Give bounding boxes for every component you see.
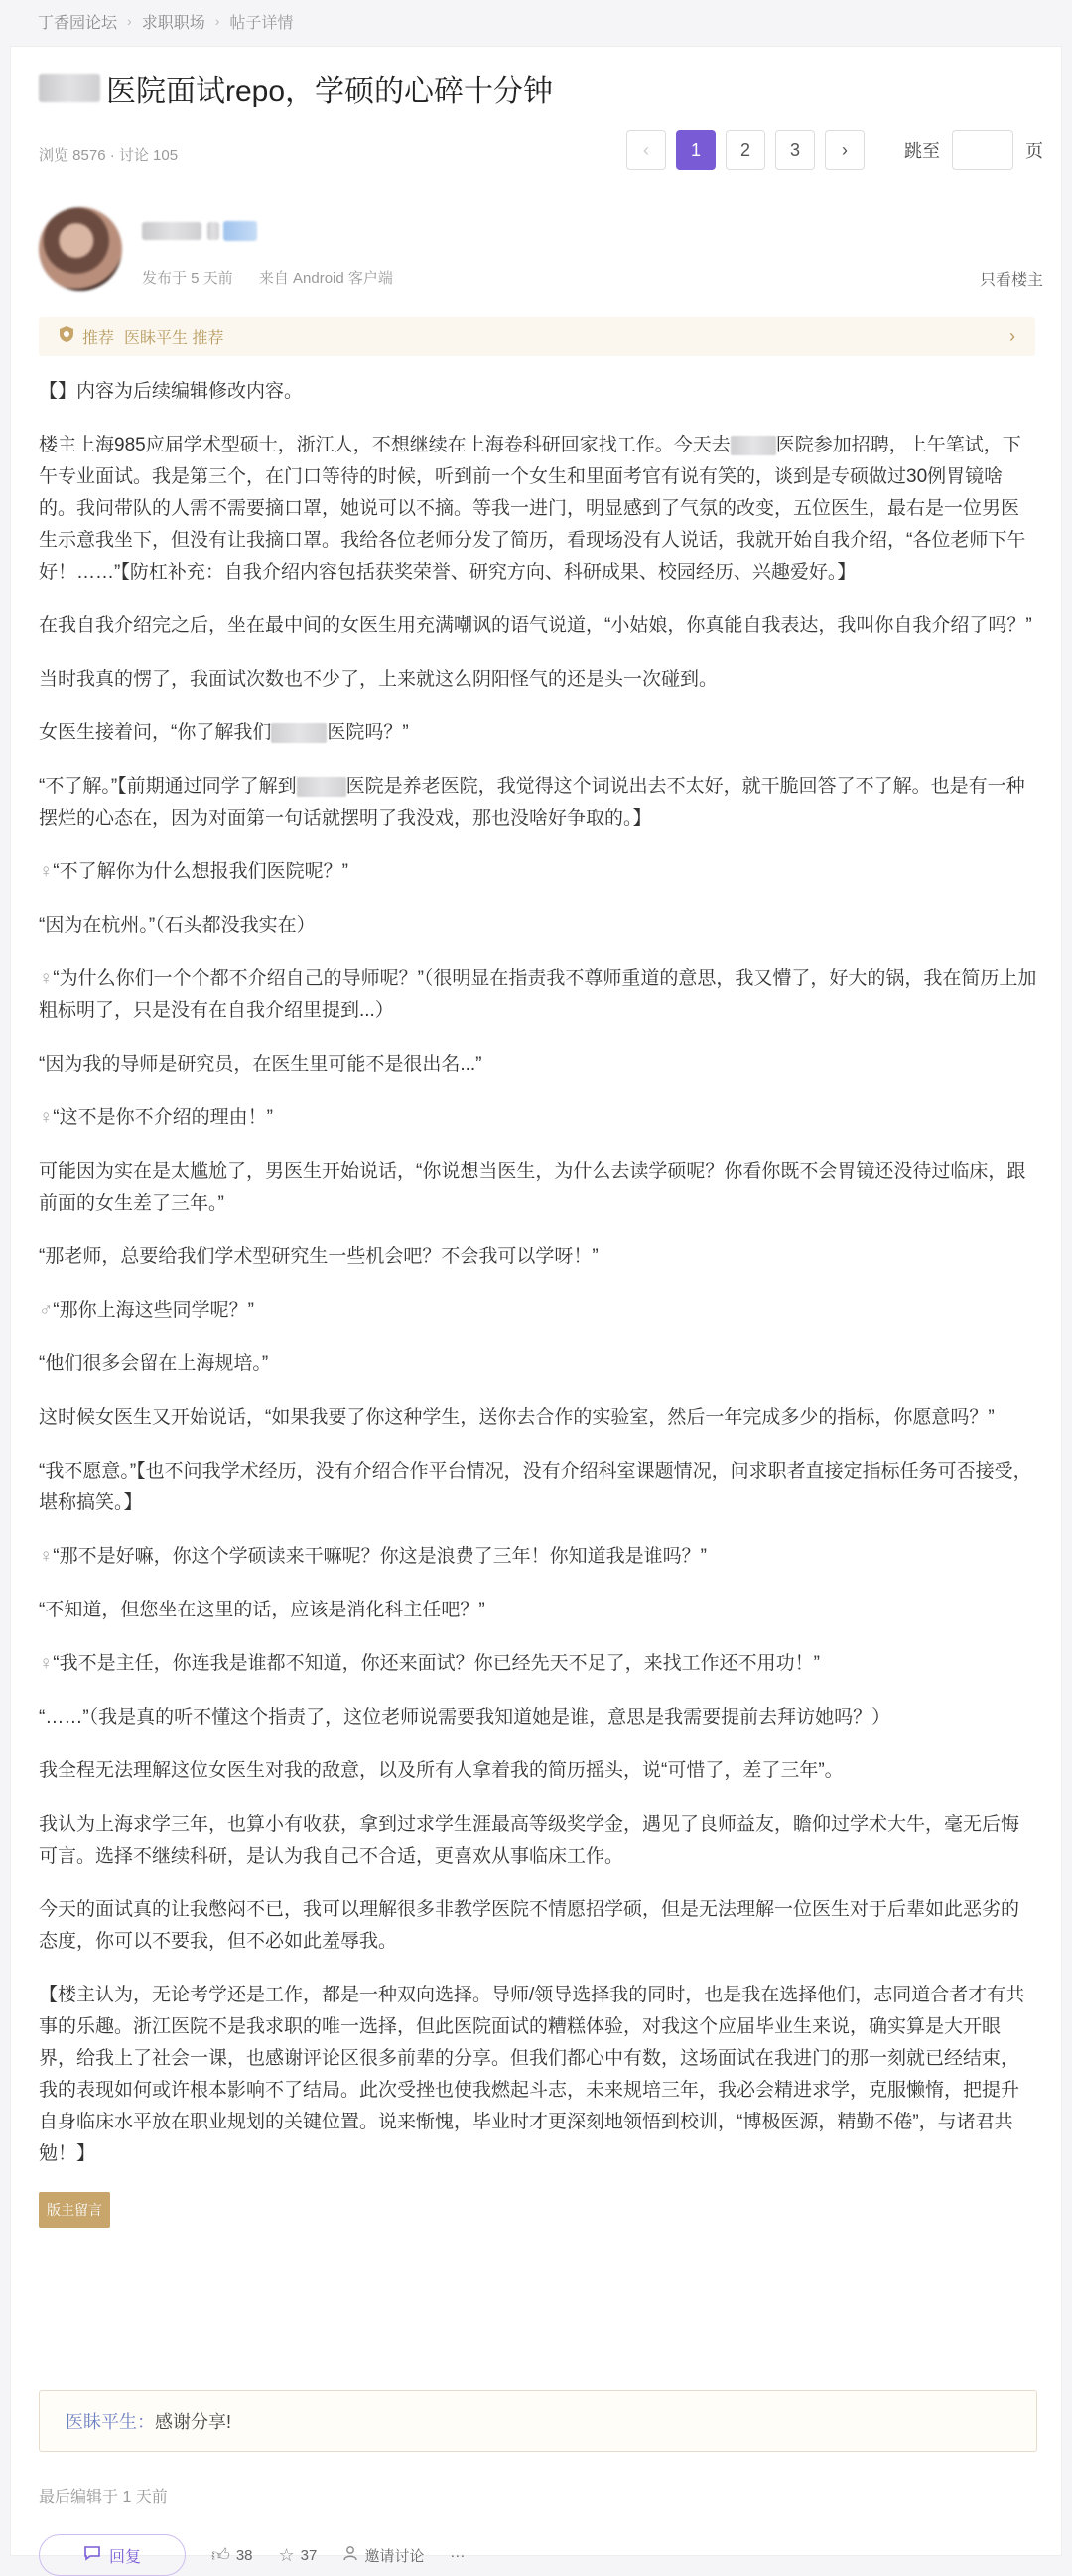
- paragraph: 我认为上海求学三年，也算小有收获，拿到过求学生涯最高等级奖学金，遇见了良师益友，瞻仰过学术大牛，毫无后悔可言。选择不继续科研，是认为我自己不合适，更喜欢从事临床工作。: [39, 1814, 1020, 1867]
- last-edit-time: 最后编辑于 1 天前: [39, 2489, 168, 2506]
- breadcrumb-forum[interactable]: 丁香园论坛: [38, 14, 118, 32]
- comment-icon: [83, 2545, 101, 2566]
- chevron-right-icon: ›: [1009, 325, 1015, 346]
- page-title: 医院面试repo，学硕的心碎十分钟: [106, 75, 554, 108]
- post-content: [39, 376, 1037, 2228]
- text: “不了解。”【前期通过同学了解到: [39, 776, 297, 797]
- female-icon: ♀: [39, 1546, 54, 1567]
- breadcrumb-current: 帖子详情: [229, 14, 294, 32]
- more-icon: ···: [450, 2546, 466, 2564]
- female-icon: ♀: [39, 1107, 54, 1128]
- paragraph: “因为在杭州。”（石头都没我实在）: [39, 915, 316, 936]
- paragraph: 我全程无法理解这位女医生对我的敌意，以及所有人拿着我的简历摇头，说“可惜了，差了三年”。: [39, 1760, 844, 1781]
- chevron-right-icon: ›: [214, 13, 220, 29]
- shield-icon: [59, 325, 74, 348]
- breadcrumb: [0, 0, 1072, 42]
- paragraph: “因为我的导师是研究员，在医生里可能不是很出名...”: [39, 1054, 482, 1075]
- post-actions: [39, 2534, 465, 2576]
- redacted-username-part: [207, 222, 219, 240]
- host-note-tag: 版主留言: [39, 2192, 110, 2228]
- recommend-text: 医眛平生 推荐: [124, 329, 224, 347]
- jump-label: 跳至: [904, 141, 940, 161]
- paragraph: [39, 964, 1037, 1027]
- host-reply-text: 感谢分享!: [155, 2412, 232, 2432]
- more-button[interactable]: [450, 2547, 465, 2564]
- redacted-username: [142, 222, 201, 240]
- page-1-button[interactable]: 1: [676, 130, 716, 170]
- paragraph: [39, 1648, 1037, 1680]
- post-card: [10, 46, 1062, 2566]
- recommend-label: 推荐: [82, 329, 115, 347]
- text: 医院是养老医院，我觉得这个词说出去不太好，就干脆回答了不了解。也是有一种摆烂的心态在，因为对面第一句话就摆明了我没戏，那也没啥好争取的。】: [39, 776, 1025, 829]
- text: “不了解你为什么想报我们医院呢？”: [53, 861, 348, 882]
- breadcrumb-jobs[interactable]: 求职职场: [141, 14, 205, 32]
- paragraph: 当时我真的愣了，我面试次数也不少了，上来就这么阴阳怪气的还是头一次碰到。: [39, 669, 719, 690]
- only-host-link[interactable]: 只看楼主: [979, 272, 1043, 289]
- text: “我不是主任，你连我是谁都不知道，你还来面试？你已经先天不足了，来找工作还不用功！”: [53, 1653, 820, 1674]
- next-page-button[interactable]: ›: [825, 130, 865, 170]
- post-stats: 浏览 8576 · 讨论 105: [39, 147, 179, 164]
- paragraph: “不知道，但您坐在这里的话，应该是消化科主任吧？”: [39, 1600, 485, 1620]
- jump-page-input[interactable]: [952, 130, 1013, 170]
- page-3-button[interactable]: 3: [775, 130, 815, 170]
- redacted-text: [271, 723, 327, 743]
- avatar[interactable]: [39, 207, 122, 291]
- post-client: 来自 Android 客户端: [258, 270, 393, 287]
- redacted-text: [297, 777, 346, 797]
- text: 楼主上海985应届学术型硕士，浙江人，不想继续在上海卷科研回家找工作。今天去: [39, 435, 731, 455]
- pagination: [616, 130, 1043, 170]
- paragraph: [39, 717, 1037, 749]
- invite-button[interactable]: [342, 2545, 424, 2566]
- paragraph: [39, 1102, 1037, 1134]
- post-time: 发布于 5 天前: [142, 270, 233, 287]
- text: “那不是好嘛，你这个学硕读来干嘛呢？你这是浪费了三年！你知道我是谁吗？”: [53, 1546, 707, 1567]
- paragraph: “那老师，总要给我们学术型研究生一些机会吧？不会我可以学呀！”: [39, 1246, 599, 1267]
- female-icon: ♀: [39, 968, 54, 989]
- paragraph: [39, 856, 1037, 888]
- text: “这不是你不介绍的理由！”: [53, 1107, 273, 1128]
- paragraph: “我不愿意。”【也不问我学术经历，没有介绍合作平台情况，没有介绍科室课题情况，问求职者直接定指标任务可否接受，堪称搞笑。】: [39, 1461, 1032, 1513]
- user-icon: [342, 2545, 358, 2566]
- paragraph: 【楼主认为，无论考学还是工作，都是一种双向选择。导师/领导选择我的同时，也是我在选择他们，志同道合者才有共事的乐趣。浙江医院不是我求职的唯一选择，但此医院面试的糟糕体验，对我这个应届毕业生来说，确实算是大开眼界，给我上了社会一课，也感谢评论区很多前辈的分享。但我们都心中有数，这场面试在我进门的那一刻就已经结束，我的表现如何或许根本影响不了结局。此次受挫也使我燃起斗志，未来规培三年，我必会精进求学，克服懒惰，把提升自身临床水平放在职业规划的关键位置。说来惭愧，毕业时才更深刻地领悟到校训，“博极医源，精勤不倦”，与诸君共勉！】: [39, 1985, 1025, 2164]
- text: “为什么你们一个个都不介绍自己的导师呢？”（很明显在指责我不尊师重道的意思，我又懵了，好大的锅，我在简历上加粗标明了，只是没有在自我介绍里提到...）: [39, 968, 1037, 1021]
- redacted-hospital-name: [39, 74, 100, 102]
- prev-page-button[interactable]: ‹: [626, 130, 666, 170]
- redacted-text: [731, 436, 776, 455]
- favorite-count: 37: [300, 2546, 318, 2564]
- female-icon: ♀: [39, 1653, 54, 1674]
- paragraph: 这时候女医生又开始说话，“如果我要了你这种学生，送你去合作的实验室，然后一年完成多少的指标，你愿意吗？”: [39, 1407, 995, 1428]
- reply-label: 回复: [108, 2548, 141, 2566]
- paragraph: [39, 430, 1037, 588]
- redacted-user-badge: [223, 221, 257, 241]
- paragraph: 今天的面试真的让我憋闷不已，我可以理解很多非教学医院不情愿招学硕，但是无法理解一位医生对于后辈如此恶劣的态度，你可以不要我，但不必如此羞辱我。: [39, 1899, 1020, 1952]
- text: 医院吗？”: [327, 722, 409, 743]
- reply-button[interactable]: [39, 2534, 186, 2576]
- title-row: [39, 66, 553, 110]
- author-name[interactable]: [142, 221, 257, 241]
- thumbs-up-icon: 👍︎: [211, 2545, 230, 2565]
- text: 女医生接着问，“你了解我们: [39, 722, 272, 743]
- paragraph: 【】内容为后续编辑修改内容。: [39, 381, 304, 402]
- paragraph: [39, 771, 1037, 835]
- like-count: 38: [235, 2546, 253, 2564]
- female-icon: ♀: [39, 861, 54, 882]
- star-icon: ☆: [278, 2544, 295, 2565]
- paragraph: 可能因为实在是太尴尬了，男医生开始说话，“你说想当医生，为什么去读学硕呢？你看你既不会胃镜还没待过临床，跟前面的女生差了三年。”: [39, 1161, 1026, 1214]
- male-icon: ♂: [39, 1300, 54, 1321]
- favorite-button[interactable]: [279, 2545, 318, 2566]
- host-reply-author[interactable]: 医眛平生：: [66, 2412, 155, 2432]
- page-label: 页: [1025, 141, 1043, 161]
- paragraph: [39, 1541, 1037, 1573]
- recommend-bar[interactable]: [39, 317, 1035, 356]
- post-meta: [142, 267, 415, 288]
- host-reply-box: [39, 2390, 1037, 2452]
- chevron-right-icon: ›: [127, 13, 132, 29]
- paragraph: “他们很多会留在上海规培。”: [39, 1353, 269, 1374]
- page-2-button[interactable]: 2: [726, 130, 765, 170]
- invite-label: 邀请讨论: [364, 2547, 425, 2565]
- text: “那你上海这些同学呢？”: [53, 1300, 254, 1321]
- paragraph: 在我自我介绍完之后，坐在最中间的女医生用充满嘲讽的语气说道，“小姑娘，你真能自我表达，我叫你自我介绍了吗？”: [39, 615, 1032, 636]
- paragraph: [39, 1295, 1037, 1327]
- paragraph: “……”（我是真的听不懂这个指责了，这位老师说需要我知道她是谁，意思是我需要提前去拜访她吗？）: [39, 1707, 891, 1728]
- text: 医院参加招聘，上午笔试，下午专业面试。我是第三个，在门口等待的时候，听到前一个女生和里面考官有说有笑的，谈到是专硕做过30例胃镜啥的。我问带队的人需不需要摘口罩，她说可以不摘。等我一进门，明显感到了气氛的改变，五位医生，最右是一位男医生示意我坐下，但没有让我摘口罩。我给各位老师分发了简历，看现场没有人说话，我就开始自我介绍，“各位老师下午好！……”【防杠补充：自我介绍内容包括获奖荣誉、研究方向、科研成果、校园经历、兴趣爱好。】: [39, 435, 1026, 582]
